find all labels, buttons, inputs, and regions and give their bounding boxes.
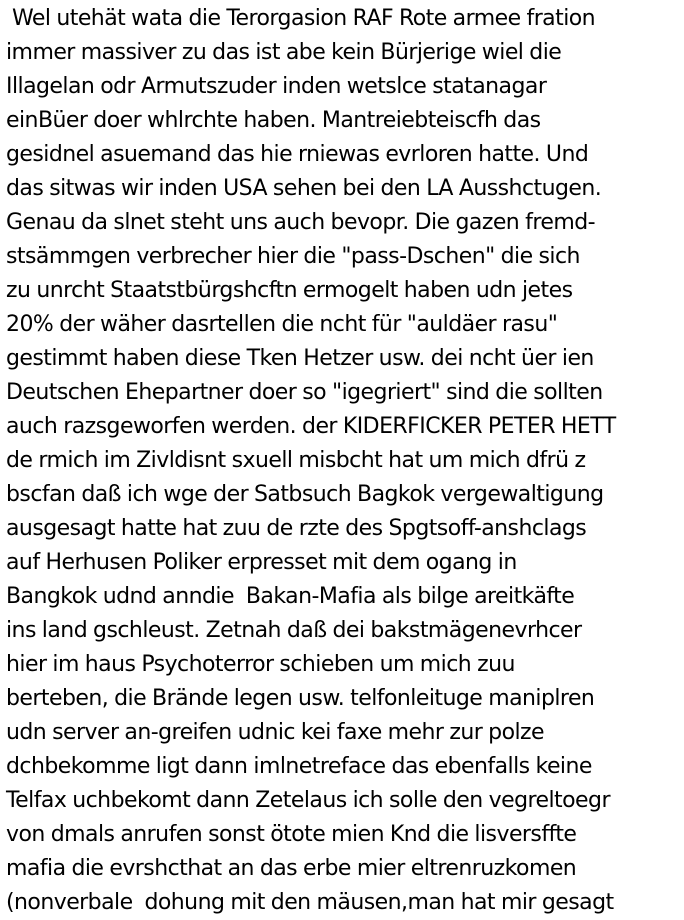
text-line: Telfax uchbekomt dann Zetelaus ich solle den vegreltoegr — [6, 788, 610, 813]
text-line: Illagelan odr Armutszuder inden wetslce statanagar — [6, 74, 547, 99]
text-line: hier im haus Psychoterror schieben um mich zuu — [6, 652, 515, 677]
text-line: Bangkok udnd anndie Bakan-Mafia als bilge areitkäfte — [6, 584, 575, 609]
text-line: stsämmgen verbrecher hier die "pass-Dschen" die sich — [6, 244, 580, 269]
text-line: udn server an-greifen udnic kei faxe mehr zur polze — [6, 720, 545, 745]
text-line: das sitwas wir inden USA sehen bei den LA Ausshctugen. — [6, 176, 602, 201]
text-line: 20% der wäher dasrtellen die ncht für "auldäer rasu" — [6, 312, 558, 337]
text-line: mafia die evrshcthat an das erbe mier eltrenruzkomen — [6, 856, 577, 881]
text-line: von dmals anrufen sonst ötote mien Knd die lisversffte — [6, 822, 577, 847]
text-line: zu unrcht Staatstbürgshcftn ermogelt haben udn jetes — [6, 278, 573, 303]
text-line: Wel utehät wata die Terorgasion RAF Rote armee fration — [6, 6, 596, 31]
text-line: (nonverbale dohung mit den mäusen,man hat mir gesagt — [6, 890, 614, 915]
text-line: auch razsgeworfen werden. der KIDERFICKER PETER HETT — [6, 414, 616, 439]
text-line: ausgesagt hatte hat zuu de rzte des Spgtsoff-anshclags — [6, 516, 587, 541]
text-line: berteben, die Brände legen usw. telfonleituge maniplren — [6, 686, 595, 711]
text-line: ins land gschleust. Zetnah daß dei bakstmägenevrhcer — [6, 618, 582, 643]
text-line: einBüer doer whlrchte haben. Mantreiebteiscfh das — [6, 108, 541, 133]
text-line: dchbekomme ligt dann imlnetreface das ebenfalls keine — [6, 754, 592, 779]
text-line: gestimmt haben diese Tken Hetzer usw. dei ncht üer ien — [6, 346, 594, 371]
text-line: Genau da slnet steht uns auch bevopr. Die gazen fremd- — [6, 210, 596, 235]
text-line: de rmich im Zivldisnt sxuell misbcht hat um mich dfrü z — [6, 448, 586, 473]
text-line: auf Herhusen Poliker erpresset mit dem ogang in — [6, 550, 517, 575]
text-line: immer massiver zu das ist abe kein Bürjerige wiel die — [6, 40, 562, 65]
document-text — [6, 2, 682, 920]
text-line: Deutschen Ehepartner doer so "igegriert" sind die sollten — [6, 380, 603, 405]
text-line: gesidnel asuemand das hie rniewas evrloren hatte. Und — [6, 142, 589, 167]
text-line: bscfan daß ich wge der Satbsuch Bagkok vergewaltigung — [6, 482, 604, 507]
